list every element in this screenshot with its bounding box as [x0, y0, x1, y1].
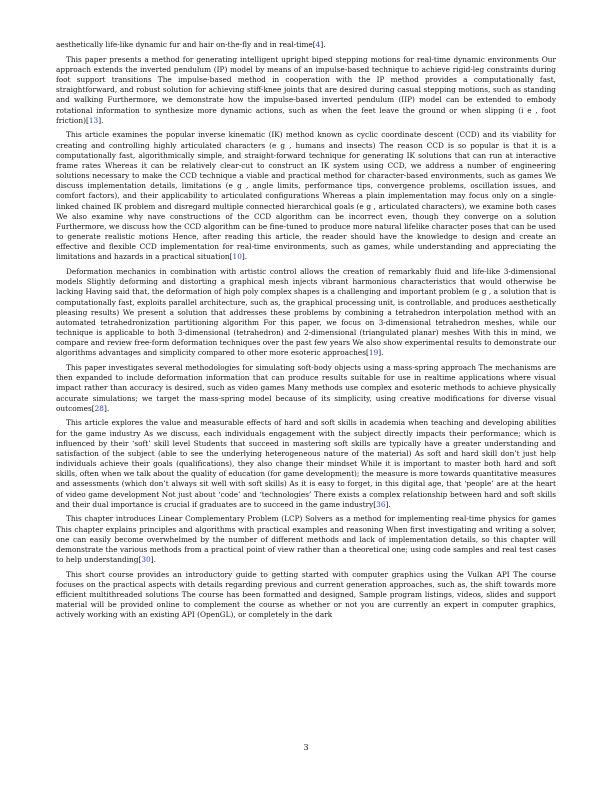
- paragraph-5: [56, 363, 556, 414]
- paragraph-text: This article examines the popular inverse kinematic (IK) method known as cyclic coordinate descent (CCD) and its viability for creating and controlling highly articulated characters (e g , humans and insects) The reason CCD is so popular is that it is a computationally fast, algorithmically simple, and straight-forward technique for generating IK solutions that can run at interactive frame rates Whereas it can be relatively clear-cut to construct an IK system using CCD, we address a number of engineering solutions necessary to make the CCD technique a viable and practical method for character-based environments, such as games We discuss implementation details, limitations (e g , angle limits, performance tips, convergence problems, oscillation issues, and comfort factors), and their applicability to articulated configurations Whereas a plain implementation may focus only on a single-linked chained IK problem and disregard multiple connected hierarchical goals (e g , articulated characters), we examine both cases We also examine why nave constructions of the CCD algorithm can be incorrect even, though they converge on a solution Furthermore, we discuss how the CCD algorithm can be fine-tuned to produce more natural lifelike character poses that can be used to generate realistic motions Hence, after reading this article, the reader should have the knowledge to design and create an effective and flexible CCD implementation for real-time environments, such as games, while understanding and appreciating the limitations and hazards in a practical situation[: [56, 130, 556, 262]
- paragraph-text: This paper presents a method for generating intelligent upright biped stepping motions for real-time dynamic environments Our approach extends the inverted pendulum (IP) model by means of an impulse-based technique to achieve rigid-leg constraints during foot support transitions The impulse-based method in cooperation with the IP method provides a computationally fast, straightforward, and robust solution for achieving stiff-knee joints that are desired during casual stepping motions, such as standing and walking Furthermore, we demonstrate how the impulse-based inverted pendulum (IIP) model can be extended to embody rotational information to synthesize more dynamic actions, such as when the feet leave the ground or when slipping (i e , foot friction)[: [56, 54, 556, 125]
- paragraph-text: This paper investigates several methodologies for simulating soft-body objects using a mass-spring approach The mechanisms are then expanded to include deformation information that can produce results suitable for use in realtime applications where visual impact rather than accuracy is desired, such as video games Many methods use complex and esoteric methods to achieve physically accurate simulations; we target the mass-spring model because of its simplicity, using creative modifications for diverse visual outcomes[: [56, 363, 556, 413]
- paragraph-text: aesthetically life-like dynamic fur and hair on-the-fly and in real-time[: [56, 40, 316, 49]
- paragraph-text: This chapter introduces Linear Complementary Problem (LCP) Solvers as a method for implementing real-time physics for games This chapter explains principles and algorithms with practical examples and reasoning When first investigating and writing a solver, one can easily become overwhelmed by the number of different methods and lack of implementation details, so this chapter will demonstrate the various methods from a practical point of view rather than a theoretical one; using code samples and real test cases to help understanding[: [56, 514, 556, 565]
- citation-link[interactable]: 13: [88, 115, 99, 125]
- paragraph-tail: ].: [150, 555, 156, 565]
- citation-link[interactable]: 28: [94, 403, 104, 413]
- paragraph-6: [56, 418, 556, 509]
- citation-link[interactable]: 4: [315, 40, 321, 49]
- body-text: [56, 40, 556, 625]
- citation-link[interactable]: 19: [368, 348, 379, 358]
- citation-link[interactable]: 30: [141, 555, 151, 565]
- page-number: 3: [303, 743, 309, 752]
- paragraph-tail: ].: [385, 499, 391, 509]
- paragraph-text: Deformation mechanics in combination with artistic control allows the creation of remarkably fluid and life-like 3-dimensional models Slightly deforming and distorting a graphical mesh injects vibrant harmonious characteristics that would otherwise be lacking Having said that, the deformation of high poly complex shapes is a challenging and important problem (e g , a solution that is computationally fast, exploits parallel architecture, such as, the graphical processing unit, is controllable, and produces aesthetically pleasing results) We present a solution that addresses these problems by combining a tetrahedron interpolation method with an automated tetrahedronization partitioning algorithm For this paper, we focus on 3-dimensional tetrahedron meshes, while our technique is applicable to both 3-dimensional (tetrahedron) and 2-dimensional (triangulated planar) meshes With this in mind, we compare and review free-form deformation techniques over the past few years We also show experimental results to demonstrate our algorithms advantages and simplicity compared to other more esoteric approaches[: [56, 267, 556, 358]
- paragraph-text: This article explores the value and measurable effects of hard and soft skills in academia when teaching and developing abilities for the game industry As we discuss, each individuals engagement with the subject directly impacts their performance; which is influenced by their ‘soft’ skill level Students that succeed in mastering soft skills are typically have a greater understanding and satisfaction of the subject (able to see the underlying heterogeneous nature of the material) As soft and hard skill don’t just help individuals achieve their goals (qualifications), they also change their mindset While it is important to master both hard and soft skills, often when we talk about the quality of education (for game development); the measure is more towards quantitative measures and assessments (which don’t always sit well with soft skills) As it is easy to forget, in this digital age, that ‘people’ are at the heart of video game development Not just about ‘code’ and ‘technologies’ There exists a complex relationship between hard and soft skills and their dual importance is crucial if graduates are to succeed in the game industry[: [56, 418, 556, 509]
- paragraph-tail: ].: [103, 403, 110, 413]
- paragraph-2: [56, 55, 556, 126]
- paragraph-text: This short course provides an introductory guide to getting started with computer graphics using the Vulkan API The course focuses on the practical aspects with details regarding previous and current generation approaches, such as, the shift towards more efficient multithreaded solutions The course has been formatted and designed, Sample program listings, videos, slides and support material will be provided online to complement the course as whether or not you are currently an expert in computer graphics, actively working with an existing API (OpenGL), or completely in the dark: [56, 569, 556, 620]
- citation-link[interactable]: 10: [232, 252, 242, 262]
- paragraph-1: [56, 40, 556, 50]
- paragraph-tail: ].: [241, 252, 248, 262]
- citation-link[interactable]: 36: [376, 499, 386, 509]
- paragraph-7: [56, 514, 556, 565]
- paragraph-tail: ].: [378, 348, 384, 358]
- paragraph-3: [56, 130, 556, 262]
- paragraph-tail: ].: [320, 40, 326, 49]
- paragraph-4: [56, 267, 556, 358]
- paragraph-8: [56, 570, 556, 621]
- paragraph-tail: ].: [98, 115, 104, 125]
